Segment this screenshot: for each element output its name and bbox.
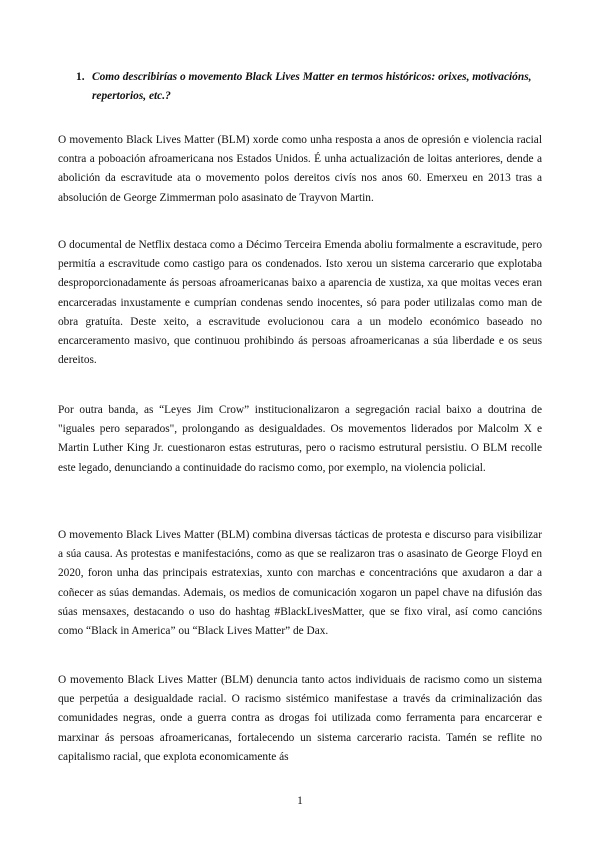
paragraph-thirteenth-amendment: O documental de Netflix destaca como a Décimo Terceira Emenda aboliu formalmente a escravitude, pero permitía a escravitude como castigo para os condenados. Isto xerou un sistema carcerario que explotaba desproporcionadamente ás persoas afroamericanas baixo a aparencia de xustiza, xa que moitas veces eran encarceradas inxustamente e cumprían condenas sendo inocentes, só para poder utilizalas como man de obra gratuíta. Deste xeito, a escravitude evolucionou cara a un modelo económico baseado no encarceramento masivo, que continuou prohibindo ás persoas afroamericanas a súa liberdade e os seus dereitos. [58, 239, 542, 367]
paragraph-origins: O movemento Black Lives Matter (BLM) xorde como unha resposta a anos de opresión e violencia racial contra a poboación afroamericana nos Estados Unidos. É unha actualización de loitas anteriores, dende a abolición da escravitude ata o movemento polos dereitos civís nos anos 60. Emerxeu en 2013 tras a absolución de George Zimmerman polo asasinato de Trayvon Martin. [58, 134, 542, 204]
page-number: 1 [297, 795, 303, 807]
question-heading [58, 68, 548, 106]
question-text: Como describirías o movemento Black Lives Matter en termos históricos: orixes, motivacións, repertorios, etc.? [92, 71, 532, 102]
paragraph-protest-tactics: O movemento Black Lives Matter (BLM) combina diversas tácticas de protesta e discurso para visibilizar a súa causa. As protestas e manifestacións, como as que se realizaron tras o asasinato de George Floyd en 2020, foron unha das principais estratexias, xunto con marchas e concentracións que axudaron a dar a coñecer as súas demandas. Ademais, os medios de comunicación xogaron un papel chave na difusión das súas mensaxes, destacando o uso do hashtag #BlackLivesMatter, que se fixo viral, así como cancións como “Black in America” ou “Black Lives Matter” de Dax. [58, 529, 542, 638]
question-number: 1. [76, 71, 85, 83]
paragraph-jim-crow: Por outra banda, as “Leyes Jim Crow” institucionalizaron a segregación racial baixo a doutrina de "iguales pero separados", prolongando as desigualdades. Os movementos liderados por Malcolm X e Martin Luther King Jr. cuestionaron estas estruturas, pero o racismo estrutural persistiu. O BLM recolle este legado, denunciando a continuidade do racismo como, por exemplo, na violencia policial. [58, 404, 542, 474]
paragraph-systemic-racism: O movemento Black Lives Matter (BLM) denuncia tanto actos individuais de racismo como un sistema que perpetúa a desigualdade racial. O racismo sistémico manifestase a través da criminalización das comunidades negras, onde a guerra contra as drogas foi utilizada como ferramenta para encarcerar e marxinar ás persoas afroamericanas, fortalecendo un sistema carcerario racista. Tamén se reflite no capitalismo racial, que explota economicamente ás [58, 674, 542, 763]
